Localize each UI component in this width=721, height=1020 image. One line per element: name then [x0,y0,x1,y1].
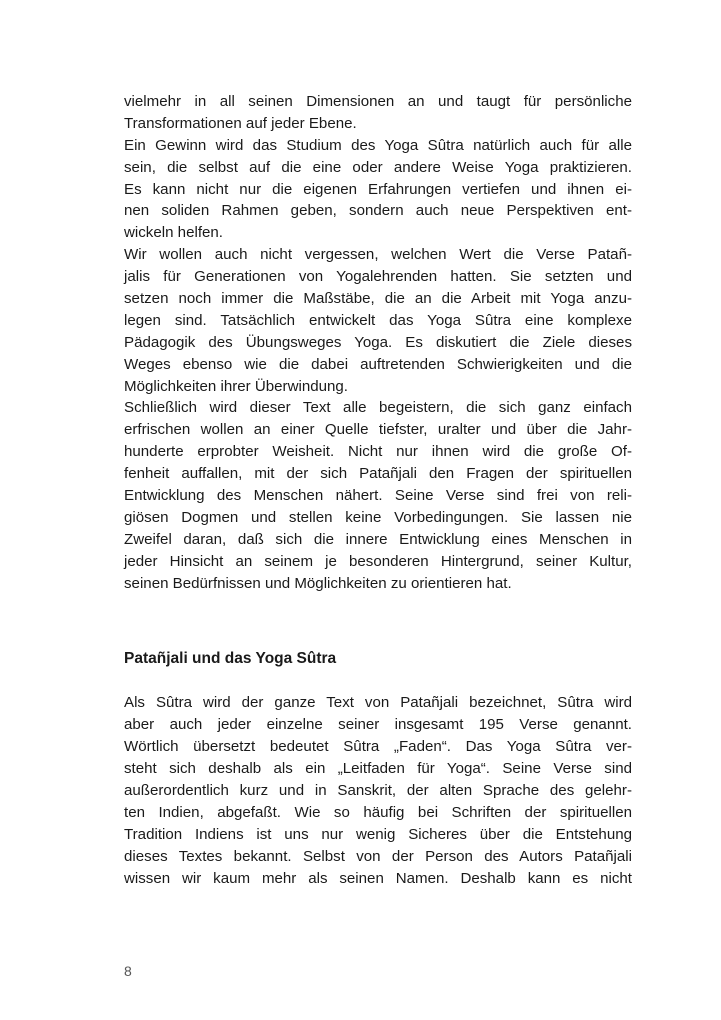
text-line: legen sind. Tatsächlich entwickelt das Yoga Sûtra eine komplexe [124,311,632,329]
text-line: Tradition Indiens ist uns nur wenig Sicheres über die Entstehung [124,825,632,843]
text-line: sein, die selbst auf die eine oder andere Weise Yoga praktizieren. [124,158,632,176]
text-line: jalis für Generationen von Yogalehrenden hatten. Sie setzten und [124,268,632,286]
text-line: Entwicklung des Menschen nähert. Seine Verse sind frei von reli- [124,487,632,505]
text-line: vielmehr in all seinen Dimensionen an und taugt für persönliche [124,93,632,110]
text-line: nen soliden Rahmen geben, sondern auch neue Perspektiven ent- [124,202,632,220]
text-line: außerordentlich kurz und in Sanskrit, der alten Sprache des gelehr- [124,782,632,800]
text-line: giösen Dogmen und stellen keine Vorbedingungen. Sie lassen nie [124,508,632,526]
text-line: steht sich deshalb als ein „Leitfaden für Yoga“. Seine Verse sind [124,760,632,778]
text-line: Transformationen auf jeder Ebene. [124,114,357,132]
text-line: wissen wir kaum mehr als seinen Namen. Deshalb kann es nicht [124,869,632,887]
text-line: Ein Gewinn wird das Studium des Yoga Sûtra natürlich auch für alle [124,136,632,154]
text-line: jeder Hinsicht an seinem je besonderen Hintergrund, seiner Kultur, [124,552,632,570]
text-line: fenheit auffallen, mit der sich Patañjali den Fragen der spirituellen [124,465,632,483]
text-line: Pädagogik des Übungsweges Yoga. Es diskutiert die Ziele dieses [124,333,632,351]
text-line: wickeln helfen. [124,224,224,242]
text-line: Als Sûtra wird der ganze Text von Patañjali bezeichnet, Sûtra wird [124,694,632,712]
text-line: aber auch jeder einzelne seiner insgesamt 195 Verse genannt. [124,716,632,734]
text-line: dieses Textes bekannt. Selbst von der Person des Autors Patañjali [124,847,632,865]
section-heading: Patañjali und das Yoga Sûtra [124,650,337,668]
text-line: seinen Bedürfnissen und Möglichkeiten zu orientieren hat. [124,574,512,592]
text-line: setzen noch immer die Maßstäbe, die an die Arbeit mit Yoga anzu- [124,290,632,308]
text-line: ten Indien, abgefaßt. Wie so häufig bei Schriften der spirituellen [124,803,632,821]
text-line: Wörtlich übersetzt bedeutet Sûtra „Faden“. Das Yoga Sûtra ver- [124,738,632,756]
text-line: Wir wollen auch nicht vergessen, welchen Wert die Verse Patañ- [124,246,632,264]
body-text-section-1 [124,91,632,594]
section-spacer [124,594,632,648]
text-line: Es kann nicht nur die eigenen Erfahrungen vertiefen und ihnen ei- [124,180,632,198]
body-text-section-2 [124,692,632,889]
text-line: Weges ebenso wie die dabei auftretenden Schwierigkeiten und die [124,355,632,373]
text-line: erfrischen wollen an einer Quelle tiefster, uralter und über die Jahr- [124,421,632,439]
text-line: hunderte erprobter Weisheit. Nicht nur ihnen wird die große Of- [124,443,632,461]
text-line: Möglichkeiten ihrer Überwindung. [124,377,349,395]
text-line: Schließlich wird dieser Text alle begeistern, die sich ganz einfach [124,399,632,417]
page-number: 8 [124,963,132,979]
document-page [124,91,632,890]
heading-spacer [124,670,632,692]
text-line: Zweifel daran, daß sich die innere Entwicklung eines Menschen in [124,530,632,548]
